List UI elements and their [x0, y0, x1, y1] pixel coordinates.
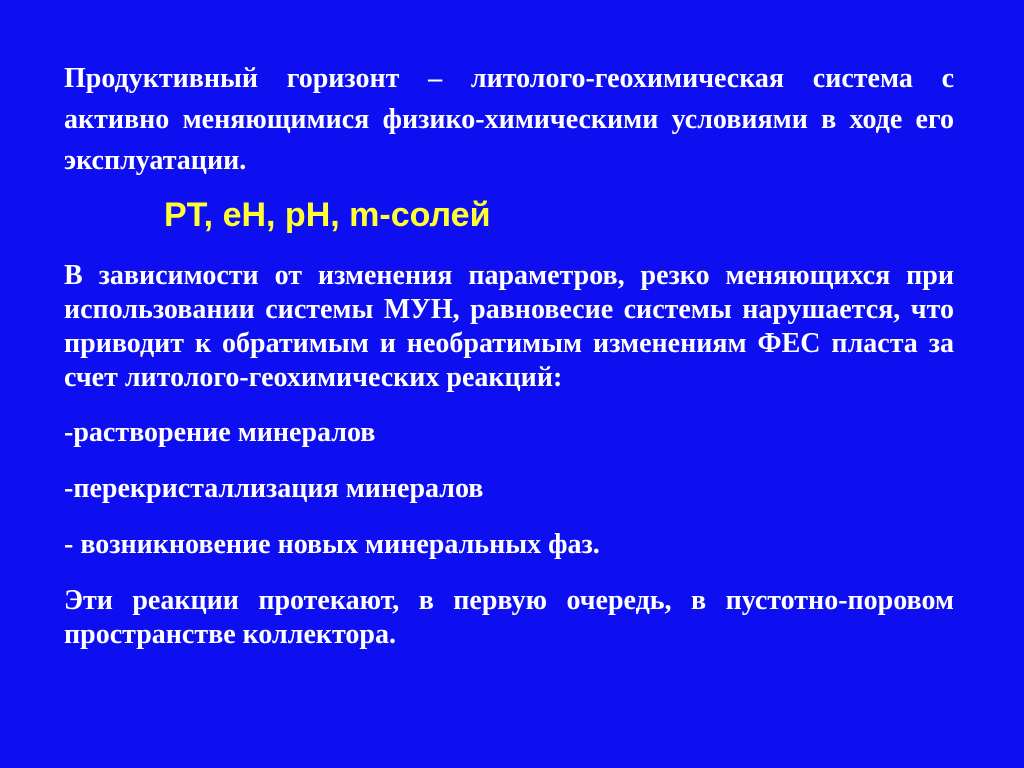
- bullet-item: -растворение минералов: [64, 417, 376, 448]
- conclusion-paragraph: Эти реакции протекают, в первую очередь, в пустотно-поровом пространстве коллектора.: [64, 585, 954, 650]
- intro-paragraph: Продуктивный горизонт – литолого-геохимическая система с активно меняющимися физико-химическими условиями в ходе его эксплуатации.: [64, 63, 954, 176]
- bullet-item: -перекристаллизация минералов: [64, 473, 484, 504]
- description-paragraph: В зависимости от изменения параметров, резко меняющихся при использовании системы МУН, равновесие системы нарушается, что приводит к обратимым и необратимым изменениям ФЕС пласта за счет литолого-геохимических реакций:: [64, 260, 954, 393]
- slide-content: [64, 58, 954, 652]
- parameters-formula: PT, eH, pH, m-солей: [164, 196, 491, 234]
- bullet-item: - возникновение новых минеральных фаз.: [64, 529, 600, 560]
